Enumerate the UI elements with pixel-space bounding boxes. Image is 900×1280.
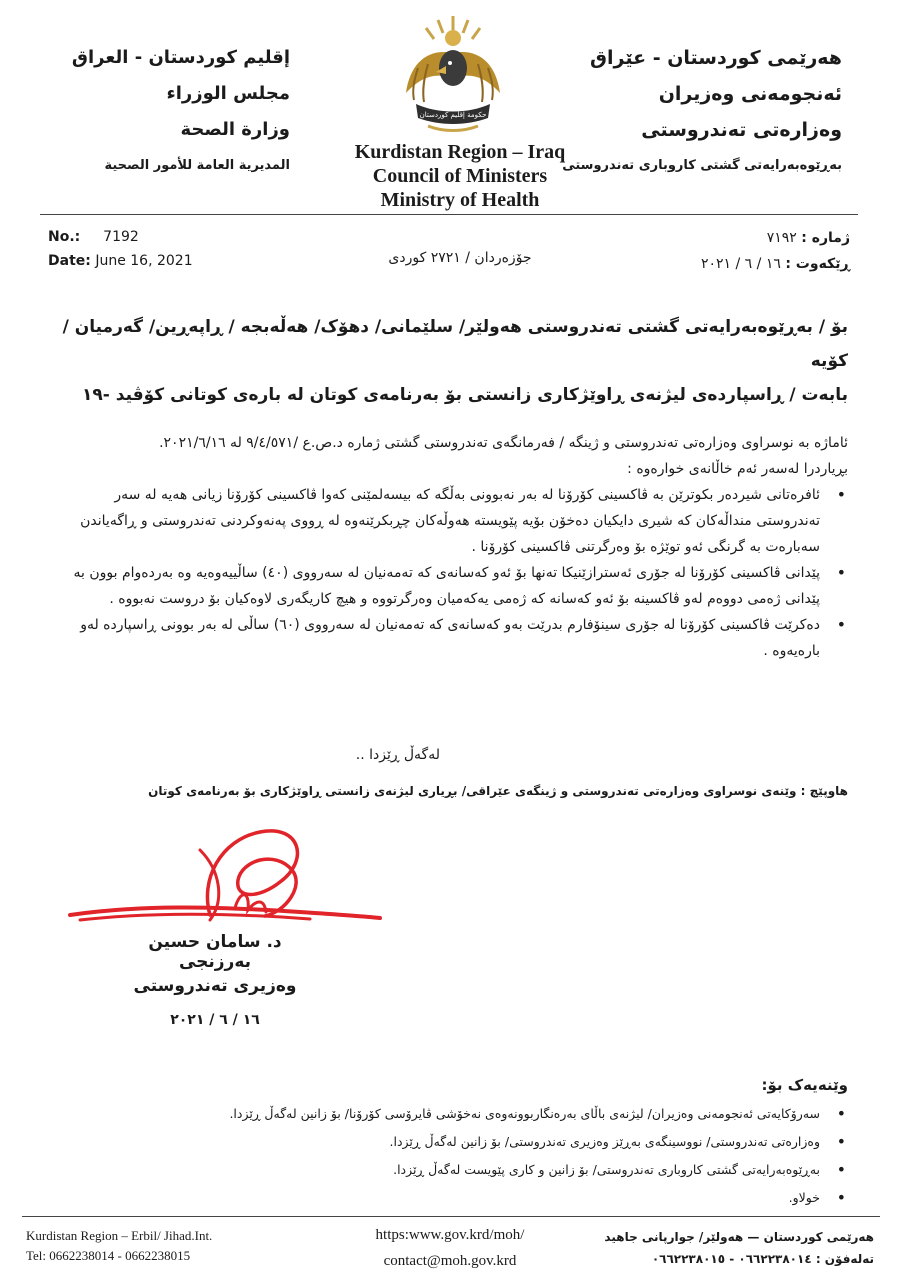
header-divider xyxy=(40,214,858,215)
cc-list xyxy=(68,1100,848,1212)
bullet-dot-icon: • xyxy=(836,1104,846,1123)
kurdish-number-row xyxy=(610,225,850,251)
closing-regards: لەگەڵ ڕێزدا .. xyxy=(355,747,440,763)
subject-block xyxy=(48,310,848,412)
kurdish-date-value: ١٦ / ٦ / ٢٠٢١ xyxy=(700,256,781,272)
header-arabic-region: إقليم كوردستان - العراق xyxy=(71,47,290,68)
date-row xyxy=(48,249,308,273)
ref-number-value: 7192 xyxy=(103,229,139,245)
decision-item: • ئافرەتانی شیردەر بکوترێن بە ڤاکسینی کۆرۆنا لە بەر نەبوونی بەڵگە کە بیسەلمێنی کەوا ڤاکسینی کۆرۆنا زیانی هەیە لە سەر تەندروستی منداڵەکان کە شیری دایکیان دەخۆن بۆیە پێویستە هەوڵەکان چڕبکرێنەوە لە ڕووی پەنەوکردنی تەندروستی و ڕاگەیاندن سەبارەت بە گرنگی ئەو توێژە بۆ وەرگرتنی ڤاکسینی کۆرۆنا . xyxy=(52,482,848,560)
cc-item: • سەرۆکایەتی ئەنجومەنی وەزیران/ لیژنەی باڵای بەرەنگاربوونەوەی نەخۆشی ڤایرۆسی کۆرۆنا/ بۆ زانین لەگەڵ ڕێزدا. xyxy=(68,1100,848,1128)
cc-item: • بەڕێوەبەرایەتی گشتی کاروباری تەندروستی/ بۆ زانین و کاری پێویست لەگەڵ ڕێزدا. xyxy=(68,1156,848,1184)
footer-email-link[interactable]: contact@moh.gov.krd xyxy=(383,1253,517,1269)
footer-kurdish-address xyxy=(574,1226,874,1270)
header-kurdish-council: ئەنجومەنی وەزیران xyxy=(658,83,842,105)
kurdistan-eagle-emblem-icon xyxy=(388,8,518,138)
header-kurdish-ministry: وەزارەتی تەندروستی xyxy=(641,119,842,141)
decision-item: • پێدانی ڤاکسینی کۆرۆنا لە جۆری ئەسترازێنیکا تەنها بۆ ئەو کەسانەی کە تەمەنیان لە سەرووی (٤٠) ساڵییەوەیە وە بەردەوام بوون بە پێدانی ژەمی دووەم لەو ڤاکسینە بۆ ئەو کەسانە کە ژەمی یەکەمیان وەرگرتووە و هیچ کاریگەری لاوەکیان بۆ دروست نەبووە . xyxy=(52,560,848,612)
header-arabic-block xyxy=(60,40,290,184)
decision-list xyxy=(52,482,848,664)
signature-scribble xyxy=(60,820,390,950)
kurdish-date-row xyxy=(610,251,850,277)
bullet-dot-icon: • xyxy=(836,563,846,582)
header-english-ministry: Ministry of Health xyxy=(380,189,540,211)
footer-divider xyxy=(22,1216,880,1217)
kurdish-number-label: ژمارە : xyxy=(801,230,850,246)
cc-item: • خولاو. xyxy=(68,1184,848,1212)
signatory-name: د. سامان حسین بەرزنجی xyxy=(148,932,282,972)
kurdish-calendar-date: جۆزەردان / ٢٧٢١ کوردی xyxy=(388,250,532,266)
footer-phone-line: Tel: 0662238014 - 0662238015 xyxy=(26,1248,191,1263)
signature-date: ١٦ / ٦ / ٢٠٢١ xyxy=(170,1012,260,1028)
header-english-council: Council of Ministers xyxy=(372,165,548,187)
bullet-dot-icon: • xyxy=(836,1188,846,1207)
bullet-dot-icon: • xyxy=(836,615,846,634)
ref-number-label: No.: xyxy=(48,229,81,245)
footer-kurdish-phone-line: تەلەفۆن : ٠٦٦٢٢٣٨٠١٤ - ٠٦٦٢٢٣٨٠١٥ xyxy=(651,1252,874,1266)
footer-website-link[interactable]: https:www.gov.krd/moh/ xyxy=(375,1227,525,1243)
ref-number-row xyxy=(48,225,308,249)
header-english-block xyxy=(330,140,590,212)
header-arabic-council: مجلس الوزراء xyxy=(166,83,290,104)
cc-block xyxy=(68,1100,848,1212)
decision-item: • دەکرێت ڤاکسینی کۆرۆنا لە جۆری سینۆفارم بدرێت بەو کەسانەی کە تەمەنیان لە سەرووی (٦٠) ساڵی لە بەر بوونی ڕاسپاردە لەو بارەیەوە . xyxy=(52,612,848,664)
header-arabic-ministry: وزارة الصحة xyxy=(180,119,290,140)
date-label: Date: xyxy=(48,253,91,269)
kurdish-date-label: ڕێکەوت : xyxy=(785,256,850,272)
bullet-dot-icon: • xyxy=(836,1132,846,1151)
header-kurdish-directorate: بەڕێوەبەرایەتی گشتی کاروباری تەندروستی xyxy=(562,158,842,173)
header-kurdish-region: هەرێمی کوردستان - عێراق xyxy=(590,47,842,69)
cc-item: • وەزارەتی تەندروستی/ نووسینگەی بەڕێز وەزیری تەندروستی/ بۆ زانین لەگەڵ ڕێزدا. xyxy=(68,1128,848,1156)
bullet-dot-icon: • xyxy=(836,1160,846,1179)
header-arabic-directorate: المديرية العامة للأمور الصحية xyxy=(104,158,290,173)
svg-text:حكومة إقليم كوردستان: حكومة إقليم كوردستان xyxy=(419,111,487,119)
date-value: June 16, 2021 xyxy=(95,253,193,269)
subject-line: بابەت / ڕاسپاردەی لیژنەی ڕاوێژکاری زانستی بۆ بەرنامەی کوتان لە بارەی کوتانی کۆڤید -١٩ xyxy=(82,385,848,405)
cc-heading: وێنەیەک بۆ: xyxy=(761,1076,848,1094)
footer-address-line: Kurdistan Region – Erbil/ Jihad.Int. xyxy=(26,1228,213,1243)
letter-body xyxy=(52,430,848,664)
footer-contact xyxy=(330,1222,570,1274)
intro-decision: بڕیاردرا لەسەر ئەم خاڵانەی خوارەوە : xyxy=(627,461,848,477)
header-english-region: Kurdistan Region – Iraq xyxy=(354,141,566,163)
attachment-line: هاوپێچ : وێنەی نوسراوی وەزارەتی تەندروستی و ژینگەی عێراقی/ بڕیاری لیژنەی زانستی ڕاوێژکاری بۆ بەرنامەی کوتان xyxy=(148,784,848,798)
meta-english xyxy=(48,225,308,273)
footer-kurdish-address-line: هەرێمی کوردستان — هەولێر/ جوارپانی جاهید xyxy=(604,1230,874,1244)
signatory-title: وەزیری تەندروستی xyxy=(133,976,297,996)
footer-english-address xyxy=(26,1226,326,1266)
kurdish-number-value: ٧١٩٢ xyxy=(766,230,797,246)
meta-kurdish xyxy=(610,225,850,277)
addressee-line: بۆ / بەڕێوەبەرایەتی گشتی تەندروستی هەولێر/ سلێمانی/ دهۆک/ هەڵەبجە / ڕاپەڕین/ گەرمیان /کۆیە xyxy=(62,317,848,371)
bullet-dot-icon: • xyxy=(836,485,846,504)
intro-reference: ئاماژە بە نوسراوی وەزارەتی تەندروستی و ژینگە / فەرمانگەی تەندروستی گشتی ژمارە د.ص.ع /٩/٤/٥٧١ لە ٢٠٢١/٦/١٦. xyxy=(159,435,848,451)
